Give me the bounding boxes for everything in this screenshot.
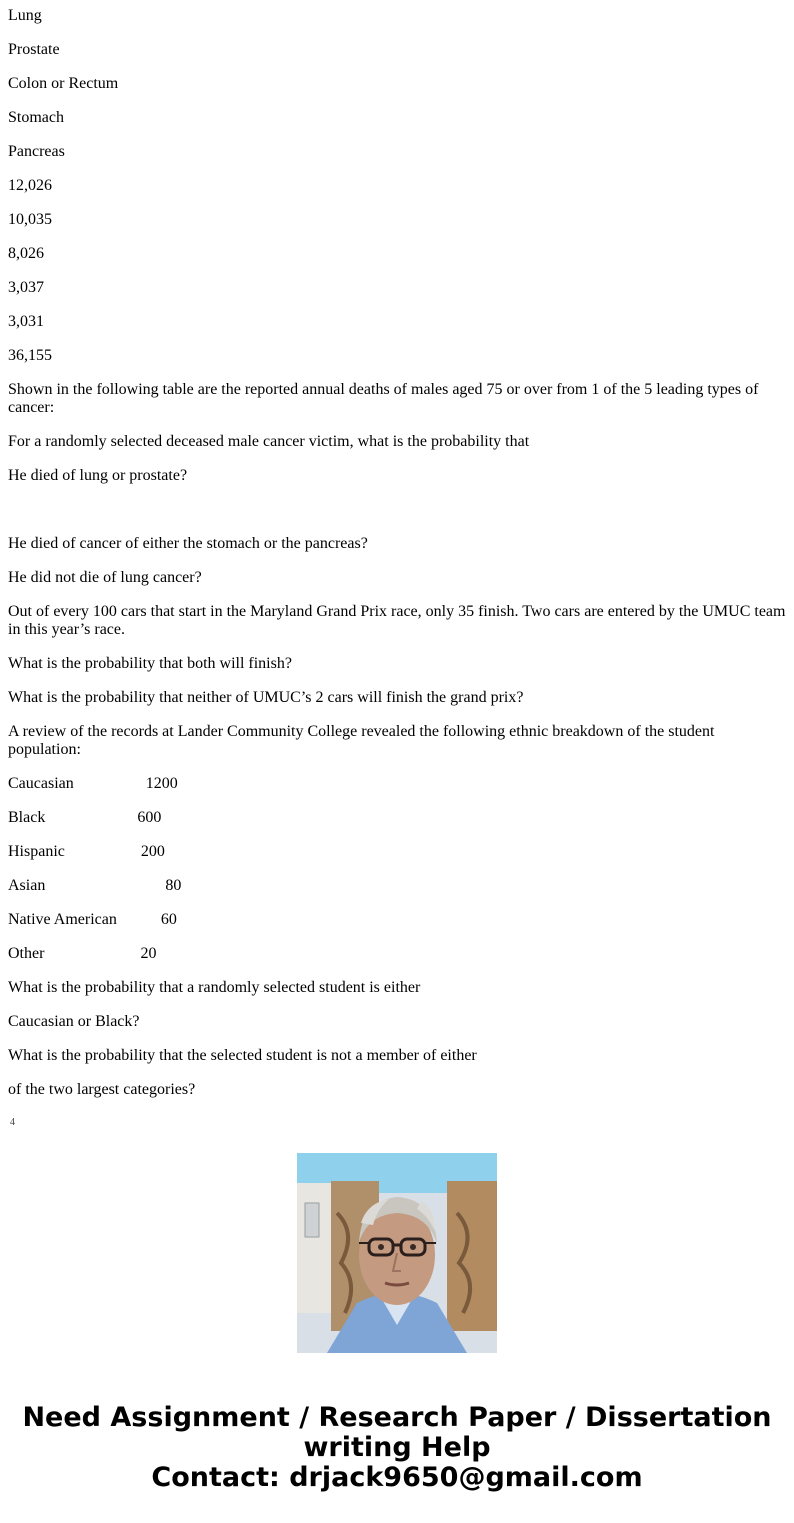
death-count-colon: 8,026 (8, 245, 44, 262)
question2-part-a: What is the probability that both will finish? (8, 655, 292, 672)
ethnicity-value: 1200 (145, 775, 178, 792)
avatar (297, 1153, 497, 1353)
cancer-type-prostate: Prostate (8, 41, 60, 58)
ethnicity-label: Asian (8, 877, 46, 894)
ethnicity-value: 200 (140, 843, 165, 860)
promo-contact: Contact: drjack9650@gmail.com (151, 1462, 643, 1493)
ethnicity-label: Other (8, 945, 45, 962)
truncated-text-mark: 4 (10, 1117, 15, 1128)
ethnicity-row (8, 945, 788, 963)
question3-part-b: of the two largest categories? (8, 1081, 196, 1098)
ethnicity-value: 600 (137, 809, 162, 826)
ethnicity-label: Native American (8, 911, 117, 928)
document-body (8, 0, 788, 1099)
ethnicity-row (8, 775, 788, 793)
question1-intro: Shown in the following table are the reported annual deaths of males aged 75 or over from 1 of the 5 leading types of cancer: (8, 381, 763, 416)
question1-part-c: He did not die of lung cancer? (8, 569, 202, 586)
promo-banner (0, 1403, 794, 1493)
question3-part-a: Caucasian or Black? (8, 1013, 140, 1030)
ethnicity-row (8, 877, 788, 895)
cancer-type-colon: Colon or Rectum (8, 75, 119, 92)
death-count-pancreas: 3,031 (8, 313, 44, 330)
death-count-total: 36,155 (8, 347, 52, 364)
ethnicity-row (8, 809, 788, 827)
promo-line: Need Assignment / Research Paper / Dissertation (22, 1402, 772, 1433)
ethnicity-value: 60 (160, 911, 177, 928)
ethnicity-row (8, 843, 788, 861)
promo-line: writing Help (303, 1432, 491, 1463)
ethnicity-label: Caucasian (8, 775, 74, 792)
ethnicity-value: 20 (140, 945, 157, 962)
ethnicity-label: Hispanic (8, 843, 65, 860)
question3-intro: A review of the records at Lander Community College revealed the following ethnic breakdown of the student population: (8, 723, 719, 758)
cancer-type-lung: Lung (8, 7, 42, 24)
cancer-type-stomach: Stomach (8, 109, 64, 126)
author-portrait-image (297, 1153, 497, 1353)
question3-prompt-a: What is the probability that a randomly selected student is either (8, 979, 421, 996)
ethnicity-label: Black (8, 809, 46, 826)
question1-part-a: He died of lung or prostate? (8, 467, 188, 484)
blank-paragraph (8, 501, 788, 519)
death-count-stomach: 3,037 (8, 279, 44, 296)
ethnicity-row (8, 911, 788, 929)
cancer-type-pancreas: Pancreas (8, 143, 65, 160)
ethnicity-value: 80 (165, 877, 182, 894)
question3-prompt-b: What is the probability that the selected student is not a member of either (8, 1047, 477, 1064)
question1-part-b: He died of cancer of either the stomach or the pancreas? (8, 535, 368, 552)
question2-intro: Out of every 100 cars that start in the Maryland Grand Prix race, only 35 finish. Two cars are entered by the UMUC team in this year’s race. (8, 603, 790, 638)
death-count-lung: 12,026 (8, 177, 52, 194)
question2-part-b: What is the probability that neither of UMUC’s 2 cars will finish the grand prix? (8, 689, 524, 706)
question1-prompt: For a randomly selected deceased male cancer victim, what is the probability that (8, 433, 530, 450)
death-count-prostate: 10,035 (8, 211, 52, 228)
